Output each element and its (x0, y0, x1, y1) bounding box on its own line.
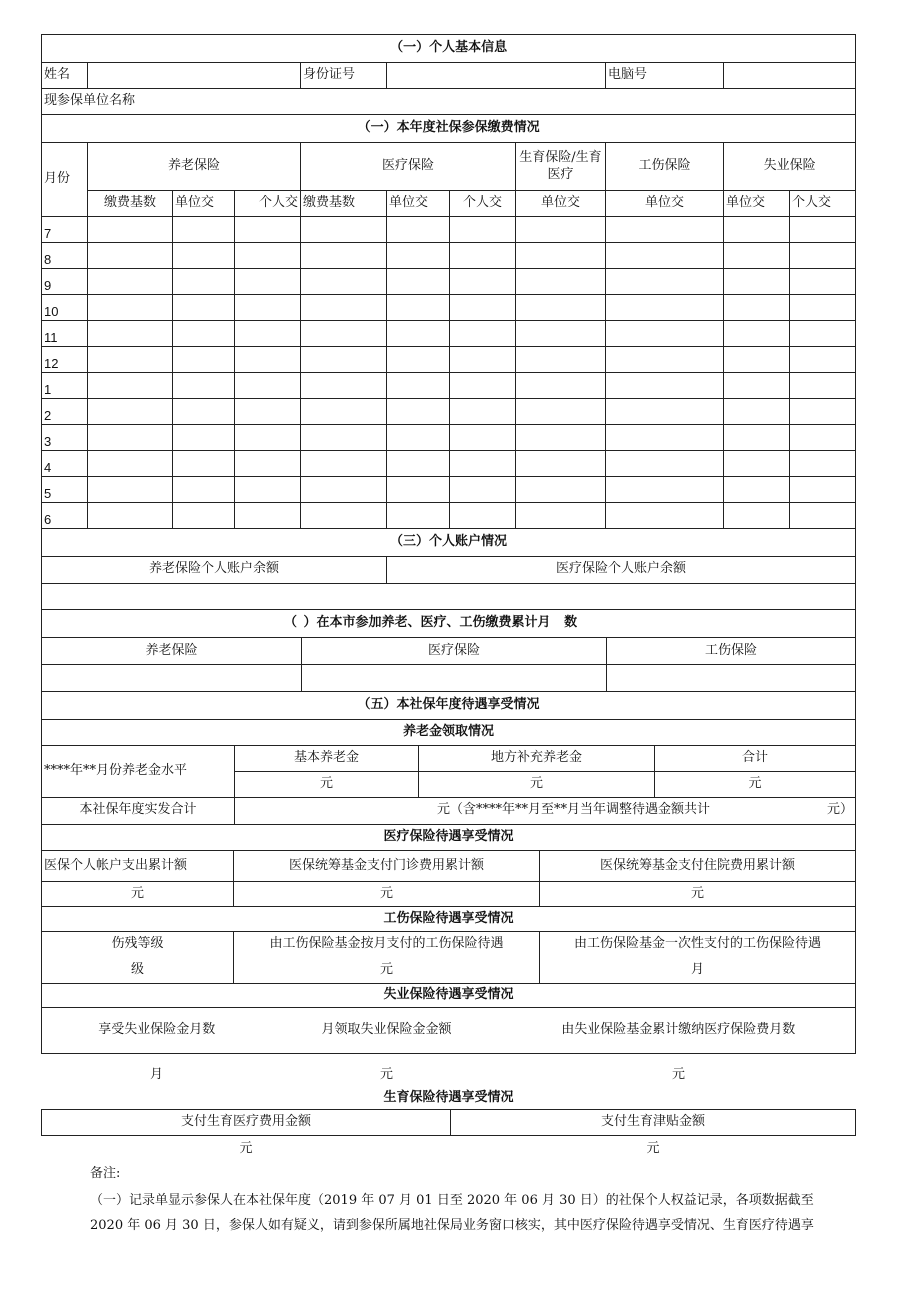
contribution-cell (516, 477, 606, 503)
injury-monthly-value: 元 (234, 957, 540, 983)
contribution-cell (301, 347, 387, 373)
injury-unit-header: 单位交 (606, 191, 724, 217)
pension-benefit-subtitle: 养老金领取情况 (42, 719, 856, 745)
contribution-cell (173, 425, 235, 451)
contribution-cell (235, 451, 301, 477)
injury-benefit-table (41, 907, 856, 984)
contribution-cell (235, 347, 301, 373)
month-cell: 4 (42, 451, 88, 477)
disability-level-label: 伤残等级 (42, 931, 234, 957)
maternity-benefit-subtitle: 生育保险待遇享受情况 (383, 1090, 514, 1106)
contribution-cell (301, 451, 387, 477)
contribution-cell (173, 477, 235, 503)
contribution-cell (606, 217, 724, 243)
notes-section (90, 1160, 860, 1214)
contribution-cell (301, 399, 387, 425)
medical-account-spend-label: 医保个人帐户支出累计额 (42, 851, 234, 882)
unemployment-amount-value: 元 (379, 1067, 393, 1083)
contribution-cell (516, 425, 606, 451)
contribution-cell (790, 321, 856, 347)
contribution-cell (88, 425, 173, 451)
contribution-cell (606, 425, 724, 451)
maternity-unit-header: 单位交 (516, 191, 606, 217)
local-pension-value: 元 (419, 771, 655, 797)
medical-unit-header: 单位交 (387, 191, 450, 217)
maternity-medical-value: 元 (239, 1140, 253, 1156)
contribution-cell (387, 243, 450, 269)
contribution-cell (450, 295, 516, 321)
month-row (42, 295, 856, 321)
injury-benefit-subtitle: 工伤保险待遇享受情况 (42, 907, 856, 931)
contribution-cell (606, 451, 724, 477)
id-number-field[interactable] (387, 63, 606, 89)
unemployment-months-value: 月 (149, 1067, 163, 1083)
contribution-cell (790, 503, 856, 529)
id-number-label: 身份证号 (301, 63, 387, 89)
contribution-cell (516, 503, 606, 529)
contribution-cell (724, 295, 790, 321)
injury-header: 工伤保险 (606, 143, 724, 191)
contribution-cell (450, 373, 516, 399)
contribution-cell (450, 503, 516, 529)
unemployment-amount-label: 月领取失业保险金金额 (321, 1022, 452, 1038)
notes-line-1: （一）记录单显示参保人在本社保年度（2019 年 07 月 01 日至 2020 年 06 月 30 日）的社保个人权益记录，各项数据截至 (90, 1193, 814, 1208)
contribution-cell (387, 347, 450, 373)
medical-outpatient-value: 元 (234, 882, 540, 907)
contribution-cell (387, 269, 450, 295)
contribution-cell (790, 477, 856, 503)
month-cell: 6 (42, 503, 88, 529)
cumulative-injury-value (607, 665, 856, 692)
section4-number-bracket: （ (280, 610, 302, 638)
contribution-cell (516, 347, 606, 373)
annual-total-value: 元（含****年**月至**月当年调整待遇金额共计 元） (235, 797, 856, 824)
contribution-cell (88, 373, 173, 399)
cumulative-injury-label: 工伤保险 (607, 638, 856, 665)
unemployment-medical-months-label: 由失业保险基金累计缴纳医疗保险费月数 (502, 1008, 856, 1054)
medical-personal-header: 个人交 (450, 191, 516, 217)
month-header: 月份 (42, 143, 88, 217)
maternity-medical-label: 支付生育医疗费用金额 (42, 1110, 451, 1136)
unemployment-header: 失业保险 (724, 143, 856, 191)
contribution-cell (450, 347, 516, 373)
month-cell: 9 (42, 269, 88, 295)
contribution-cell (790, 243, 856, 269)
contribution-cell (235, 425, 301, 451)
contribution-cell (301, 269, 387, 295)
contribution-cell (516, 373, 606, 399)
contribution-cell (88, 451, 173, 477)
cumulative-months-table (41, 610, 856, 693)
contribution-cell (387, 373, 450, 399)
contribution-cell (88, 477, 173, 503)
maternity-header: 生育保险/生育医疗 (516, 143, 606, 191)
pc-number-label: 电脑号 (606, 63, 724, 89)
medical-benefit-subtitle: 医疗保险待遇享受情况 (42, 825, 856, 851)
contribution-cell (235, 295, 301, 321)
injury-lump-sum-label: 由工伤保险基金一次性支付的工伤保险待遇 (540, 931, 856, 957)
month-cell: 7 (42, 217, 88, 243)
contribution-cell (235, 503, 301, 529)
contribution-cell (606, 321, 724, 347)
personal-account-table (41, 529, 856, 610)
contribution-cell (173, 269, 235, 295)
unemployment-personal-header: 个人交 (790, 191, 856, 217)
contribution-cell (387, 321, 450, 347)
contribution-cell (301, 243, 387, 269)
pension-level-label: ****年**月份养老金水平 (42, 745, 235, 797)
contribution-cell (173, 399, 235, 425)
month-cell: 10 (42, 295, 88, 321)
contribution-cell (724, 503, 790, 529)
contribution-cell (88, 217, 173, 243)
contribution-cell (301, 425, 387, 451)
pension-unit-header: 单位交 (173, 191, 235, 217)
pc-number-field[interactable] (724, 63, 856, 89)
contribution-cell (387, 503, 450, 529)
unemployment-benefit-table (41, 984, 856, 1088)
contribution-cell (450, 217, 516, 243)
contribution-cell (450, 243, 516, 269)
contribution-cell (606, 477, 724, 503)
maternity-allowance-label: 支付生育津贴金额 (451, 1110, 856, 1136)
month-row (42, 217, 856, 243)
contribution-cell (724, 217, 790, 243)
month-row (42, 243, 856, 269)
contribution-cell (387, 399, 450, 425)
medical-header: 医疗保险 (301, 143, 516, 191)
contribution-cell (724, 451, 790, 477)
contribution-cell (88, 347, 173, 373)
pension-total-label: 合计 (655, 745, 856, 771)
medical-inpatient-value: 元 (540, 882, 856, 907)
contribution-cell (450, 477, 516, 503)
local-pension-label: 地方补充养老金 (419, 745, 655, 771)
contribution-cell (450, 321, 516, 347)
contribution-cell (88, 399, 173, 425)
contribution-cell (724, 321, 790, 347)
contribution-cell (235, 243, 301, 269)
contribution-cell (790, 373, 856, 399)
contribution-cell (516, 321, 606, 347)
month-row (42, 269, 856, 295)
month-row (42, 503, 856, 529)
pension-personal-header: 个人交 (235, 191, 301, 217)
contribution-cell (790, 295, 856, 321)
contribution-cell (301, 503, 387, 529)
contribution-cell (516, 295, 606, 321)
contribution-cell (724, 347, 790, 373)
contribution-cell (387, 477, 450, 503)
injury-lump-sum-value: 月 (540, 957, 856, 983)
contribution-cell (516, 399, 606, 425)
basic-pension-label: 基本养老金 (235, 745, 419, 771)
contribution-cell (516, 217, 606, 243)
section-account-title: （三）个人账户情况 (42, 529, 856, 556)
notes-line-2: 2020 年 06 月 30 日，参保人如有疑义，请到参保所属地社保局业务窗口核实，其中医疗保险待遇享受情况、生育医疗待遇享 (90, 1218, 814, 1233)
contribution-cell (724, 399, 790, 425)
pension-base-header: 缴费基数 (88, 191, 173, 217)
cumulative-medical-label: 医疗保险 (302, 638, 607, 665)
contribution-cell (790, 269, 856, 295)
contribution-cell (606, 269, 724, 295)
contribution-cell (88, 321, 173, 347)
contribution-cell (235, 373, 301, 399)
contribution-cell (790, 425, 856, 451)
contribution-cell (88, 243, 173, 269)
basic-pension-value: 元 (235, 771, 419, 797)
notes-label: 备注: (90, 1166, 121, 1181)
contribution-cell (301, 295, 387, 321)
medical-outpatient-label: 医保统筹基金支付门诊费用累计额 (234, 851, 540, 882)
month-row (42, 399, 856, 425)
maternity-allowance-value: 元 (646, 1140, 660, 1156)
contribution-cell (88, 295, 173, 321)
month-cell: 3 (42, 425, 88, 451)
contribution-cell (450, 451, 516, 477)
contribution-cell (235, 477, 301, 503)
contribution-cell (301, 477, 387, 503)
medical-benefit-table (41, 825, 856, 908)
unemployment-months-label: 享受失业保险金月数 (42, 1008, 272, 1054)
contribution-cell (173, 451, 235, 477)
contribution-cell (235, 321, 301, 347)
contribution-cell (724, 425, 790, 451)
contribution-cell (301, 217, 387, 243)
contribution-cell (606, 503, 724, 529)
contribution-cell (173, 373, 235, 399)
month-row (42, 347, 856, 373)
month-cell: 2 (42, 399, 88, 425)
contribution-cell (88, 269, 173, 295)
account-balance-values (42, 583, 856, 609)
medical-base-header: 缴费基数 (301, 191, 387, 217)
unemployment-medical-months-value: 元 (672, 1067, 686, 1083)
contribution-cell (450, 425, 516, 451)
contribution-cell (606, 243, 724, 269)
contribution-cell (387, 217, 450, 243)
medical-balance-label: 医疗保险个人账户余额 (387, 556, 856, 583)
basic-info-and-contribution-table (41, 34, 856, 529)
contribution-cell (724, 477, 790, 503)
contribution-cell (387, 425, 450, 451)
medical-inpatient-label: 医保统筹基金支付住院费用累计额 (540, 851, 856, 882)
pension-header: 养老保险 (88, 143, 301, 191)
section-contribution-title: （一）本年度社保参保缴费情况 (42, 115, 856, 143)
contribution-cell (387, 451, 450, 477)
contribution-cell (173, 321, 235, 347)
unemployment-unit-header: 单位交 (724, 191, 790, 217)
contribution-cell (301, 373, 387, 399)
cumulative-pension-label: 养老保险 (42, 638, 302, 665)
month-cell: 11 (42, 321, 88, 347)
contribution-cell (235, 217, 301, 243)
contribution-cell (173, 295, 235, 321)
contribution-cell (516, 243, 606, 269)
section-cumulative-title: ）在本市参加养老、医疗、工伤缴费累计月 数 (302, 610, 856, 638)
contribution-cell (173, 347, 235, 373)
contribution-cell (235, 269, 301, 295)
contribution-cell (173, 243, 235, 269)
section-personal-info-title: （一）个人基本信息 (42, 35, 856, 63)
contribution-cell (606, 399, 724, 425)
contribution-cell (606, 373, 724, 399)
contribution-cell (235, 399, 301, 425)
contribution-cell (516, 451, 606, 477)
month-row (42, 477, 856, 503)
contribution-cell (450, 399, 516, 425)
contribution-cell (790, 347, 856, 373)
unemployment-benefit-subtitle: 失业保险待遇享受情况 (42, 984, 856, 1008)
contribution-cell (173, 217, 235, 243)
month-row (42, 321, 856, 347)
contribution-cell (790, 217, 856, 243)
contribution-month-rows (42, 217, 856, 529)
contribution-cell (450, 269, 516, 295)
maternity-benefit-table (41, 1088, 856, 1162)
cumulative-medical-value (302, 665, 607, 692)
name-field[interactable] (88, 63, 301, 89)
section-benefits-title: （五）本社保年度待遇享受情况 (42, 692, 856, 719)
contribution-cell (724, 373, 790, 399)
pension-balance-label: 养老保险个人账户余额 (42, 556, 387, 583)
contribution-cell (516, 269, 606, 295)
month-cell: 8 (42, 243, 88, 269)
contribution-cell (724, 269, 790, 295)
contribution-cell (387, 295, 450, 321)
injury-monthly-label: 由工伤保险基金按月支付的工伤保险待遇 (234, 931, 540, 957)
disability-level-value: 级 (42, 957, 234, 983)
pension-total-value: 元 (655, 771, 856, 797)
medical-account-spend-value: 元 (42, 882, 234, 907)
social-insurance-record-form (41, 34, 855, 1162)
month-row (42, 373, 856, 399)
contribution-cell (790, 399, 856, 425)
contribution-cell (301, 321, 387, 347)
month-cell: 1 (42, 373, 88, 399)
employer-label: 现参保单位名称 (42, 89, 856, 115)
contribution-cell (88, 503, 173, 529)
contribution-cell (724, 243, 790, 269)
annual-total-label: 本社保年度实发合计 (42, 797, 235, 824)
contribution-cell (790, 451, 856, 477)
contribution-cell (606, 347, 724, 373)
month-row (42, 425, 856, 451)
cumulative-pension-value (42, 665, 302, 692)
contribution-cell (606, 295, 724, 321)
name-label: 姓名 (42, 63, 88, 89)
contribution-cell (173, 503, 235, 529)
month-row (42, 451, 856, 477)
month-cell: 12 (42, 347, 88, 373)
month-cell: 5 (42, 477, 88, 503)
pension-benefit-table (41, 692, 856, 825)
